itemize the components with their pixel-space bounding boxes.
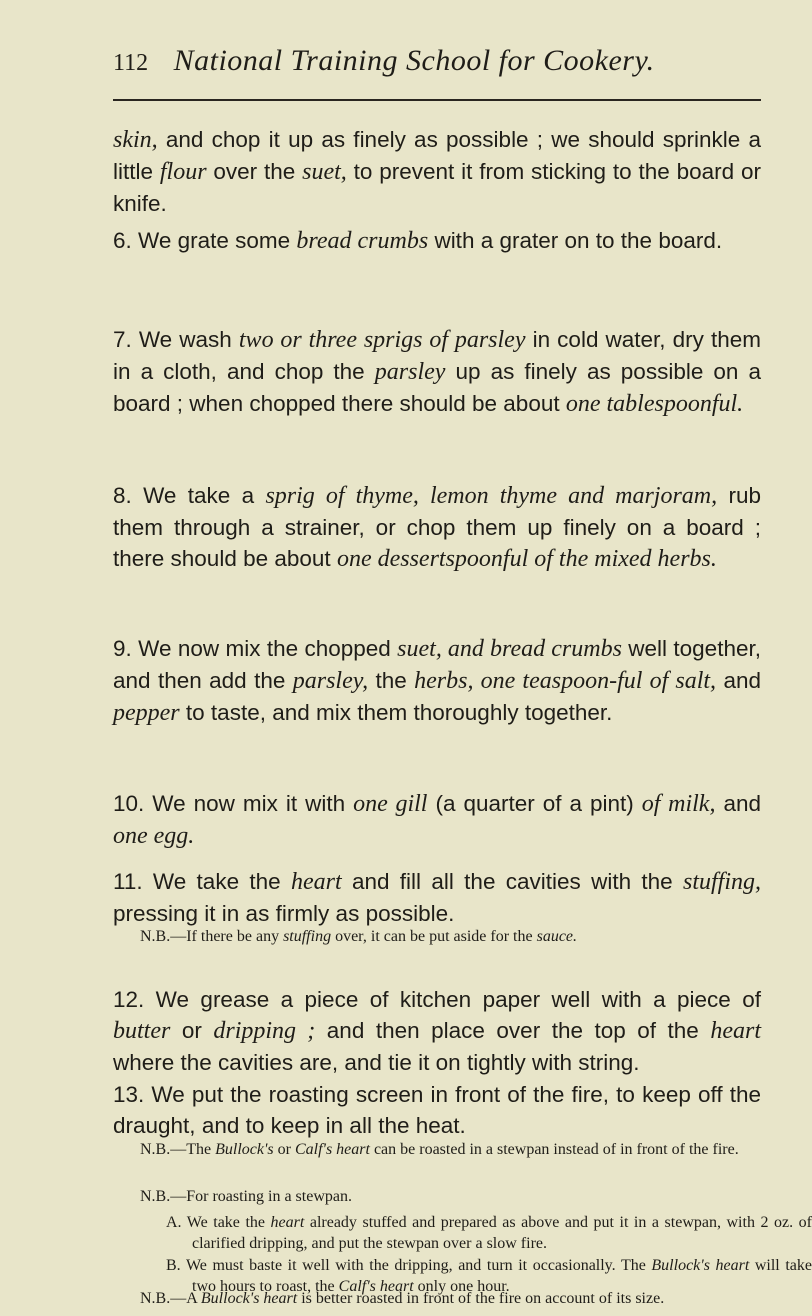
text: to prevent it from sticking to the board or knife.: [113, 159, 761, 216]
paragraph: [113, 633, 761, 729]
note-paragraph: [140, 1288, 790, 1309]
italic-text: pepper: [113, 700, 180, 726]
note-paragraph: [140, 1139, 790, 1160]
text: and chop it up as finely as possible ; we should sprinkle a little: [113, 127, 761, 184]
paragraph: [113, 866, 761, 929]
paragraph: [113, 788, 761, 852]
text: over the: [206, 159, 303, 184]
italic-text: one tablespoonful.: [565, 391, 744, 417]
italic-text: Calf's heart: [338, 1278, 414, 1295]
italic-text: Bullock's heart: [651, 1257, 750, 1274]
text: already stuffed and prepared as above and put it in a stewpan, with 2 oz. of clarified dripping, and put the stewpan over a slow fire.: [192, 1214, 812, 1252]
text: and: [715, 791, 761, 816]
paragraph: [113, 984, 761, 1078]
italic-text: suet, and bread crumbs: [397, 636, 622, 662]
text: and: [716, 668, 762, 693]
text: N.B.—A: [140, 1290, 201, 1307]
text: or: [273, 1141, 295, 1158]
text: A. We take the: [166, 1214, 271, 1231]
italic-text: parsley: [374, 359, 446, 385]
header-rule: [113, 99, 761, 101]
text: up as finely as possible on a board ; when chopped there should be about: [113, 359, 761, 416]
text: in cold water, dry them in a cloth, and chop the: [113, 327, 762, 384]
italic-text: stuffing: [283, 928, 332, 945]
italic-text: flour: [159, 159, 207, 185]
text: 6. We grate some: [113, 228, 297, 253]
text: the: [368, 668, 415, 693]
text: and fill all the cavities with the: [341, 869, 683, 894]
italic-text: skin,: [113, 127, 158, 153]
italic-text: Bullock's: [215, 1141, 274, 1158]
note-paragraph: [140, 926, 790, 947]
italic-text: heart: [270, 1214, 305, 1231]
text: 13. We put the roasting screen in front of the fire, to keep off the draught, and to keep in all the heat.: [113, 1082, 761, 1138]
page-header: [113, 44, 655, 78]
paragraph: [113, 124, 761, 219]
italic-text: stuffing,: [683, 869, 762, 895]
text: and then place over the top of the: [315, 1018, 711, 1043]
italic-text: butter: [113, 1018, 171, 1044]
page-number: 112: [113, 50, 149, 76]
text: can be roasted in a stewpan instead of in front of the fire.: [369, 1141, 739, 1158]
text: 8. We take a: [113, 483, 266, 508]
note-paragraph: [140, 1212, 812, 1254]
text: will take two hours to roast, the: [192, 1257, 812, 1295]
note-paragraph: [140, 1186, 760, 1207]
running-title: National Training School for Cookery.: [173, 44, 655, 77]
italic-text: one egg.: [113, 823, 195, 849]
italic-text: herbs, one teaspoon-ful of salt,: [414, 668, 717, 694]
text: with a grater on to the board.: [428, 228, 723, 253]
italic-text: bread crumbs: [296, 228, 429, 254]
text: B. We must baste it well with the dripping, and turn it occasionally. The: [166, 1257, 652, 1274]
text: to taste, and mix them thoroughly together.: [179, 700, 613, 725]
text: where the cavities are, and tie it on tightly with string.: [113, 1050, 640, 1075]
italic-text: one gill: [353, 791, 428, 817]
text: over, it can be put aside for the: [331, 928, 537, 945]
text: (a quarter of a pint): [427, 791, 642, 816]
italic-text: sauce.: [536, 928, 578, 945]
text: 7. We wash: [113, 327, 239, 352]
italic-text: heart: [710, 1018, 761, 1044]
text: 11. We take the: [113, 869, 291, 894]
italic-text: Bullock's heart: [200, 1290, 298, 1307]
text: or: [170, 1018, 214, 1043]
text: 9. We now mix the chopped: [113, 636, 398, 661]
italic-text: parsley,: [292, 668, 369, 694]
italic-text: dripping ;: [213, 1018, 316, 1044]
paragraph: [113, 225, 761, 257]
italic-text: sprig of thyme, lemon thyme and marjoram,: [265, 483, 718, 509]
paragraph: [113, 480, 761, 575]
italic-text: Calf's heart: [294, 1141, 370, 1158]
italic-text: one dessertspoonful of the mixed herbs.: [336, 546, 717, 572]
italic-text: two or three sprigs of parsley: [238, 327, 526, 353]
text: N.B.—If there be any: [140, 928, 284, 945]
text: is better roasted in front of the fire on account of its size.: [297, 1290, 665, 1307]
paragraph: [113, 1079, 761, 1141]
paragraph: [113, 324, 761, 420]
italic-text: of milk,: [641, 791, 716, 817]
text: only one hour.: [413, 1278, 510, 1295]
text: N.B.—For roasting in a stewpan.: [140, 1188, 352, 1205]
text: rub them through a strainer, or chop them up finely on a board ; there should be about: [113, 483, 761, 571]
text: N.B.—The: [140, 1141, 216, 1158]
text: 10. We now mix it with: [113, 791, 354, 816]
italic-text: suet,: [302, 159, 347, 185]
text: pressing it in as firmly as possible.: [113, 901, 455, 926]
text: well together, and then add the: [113, 636, 761, 693]
italic-text: heart: [290, 869, 342, 895]
text: 12. We grease a piece of kitchen paper well with a piece of: [113, 987, 761, 1012]
